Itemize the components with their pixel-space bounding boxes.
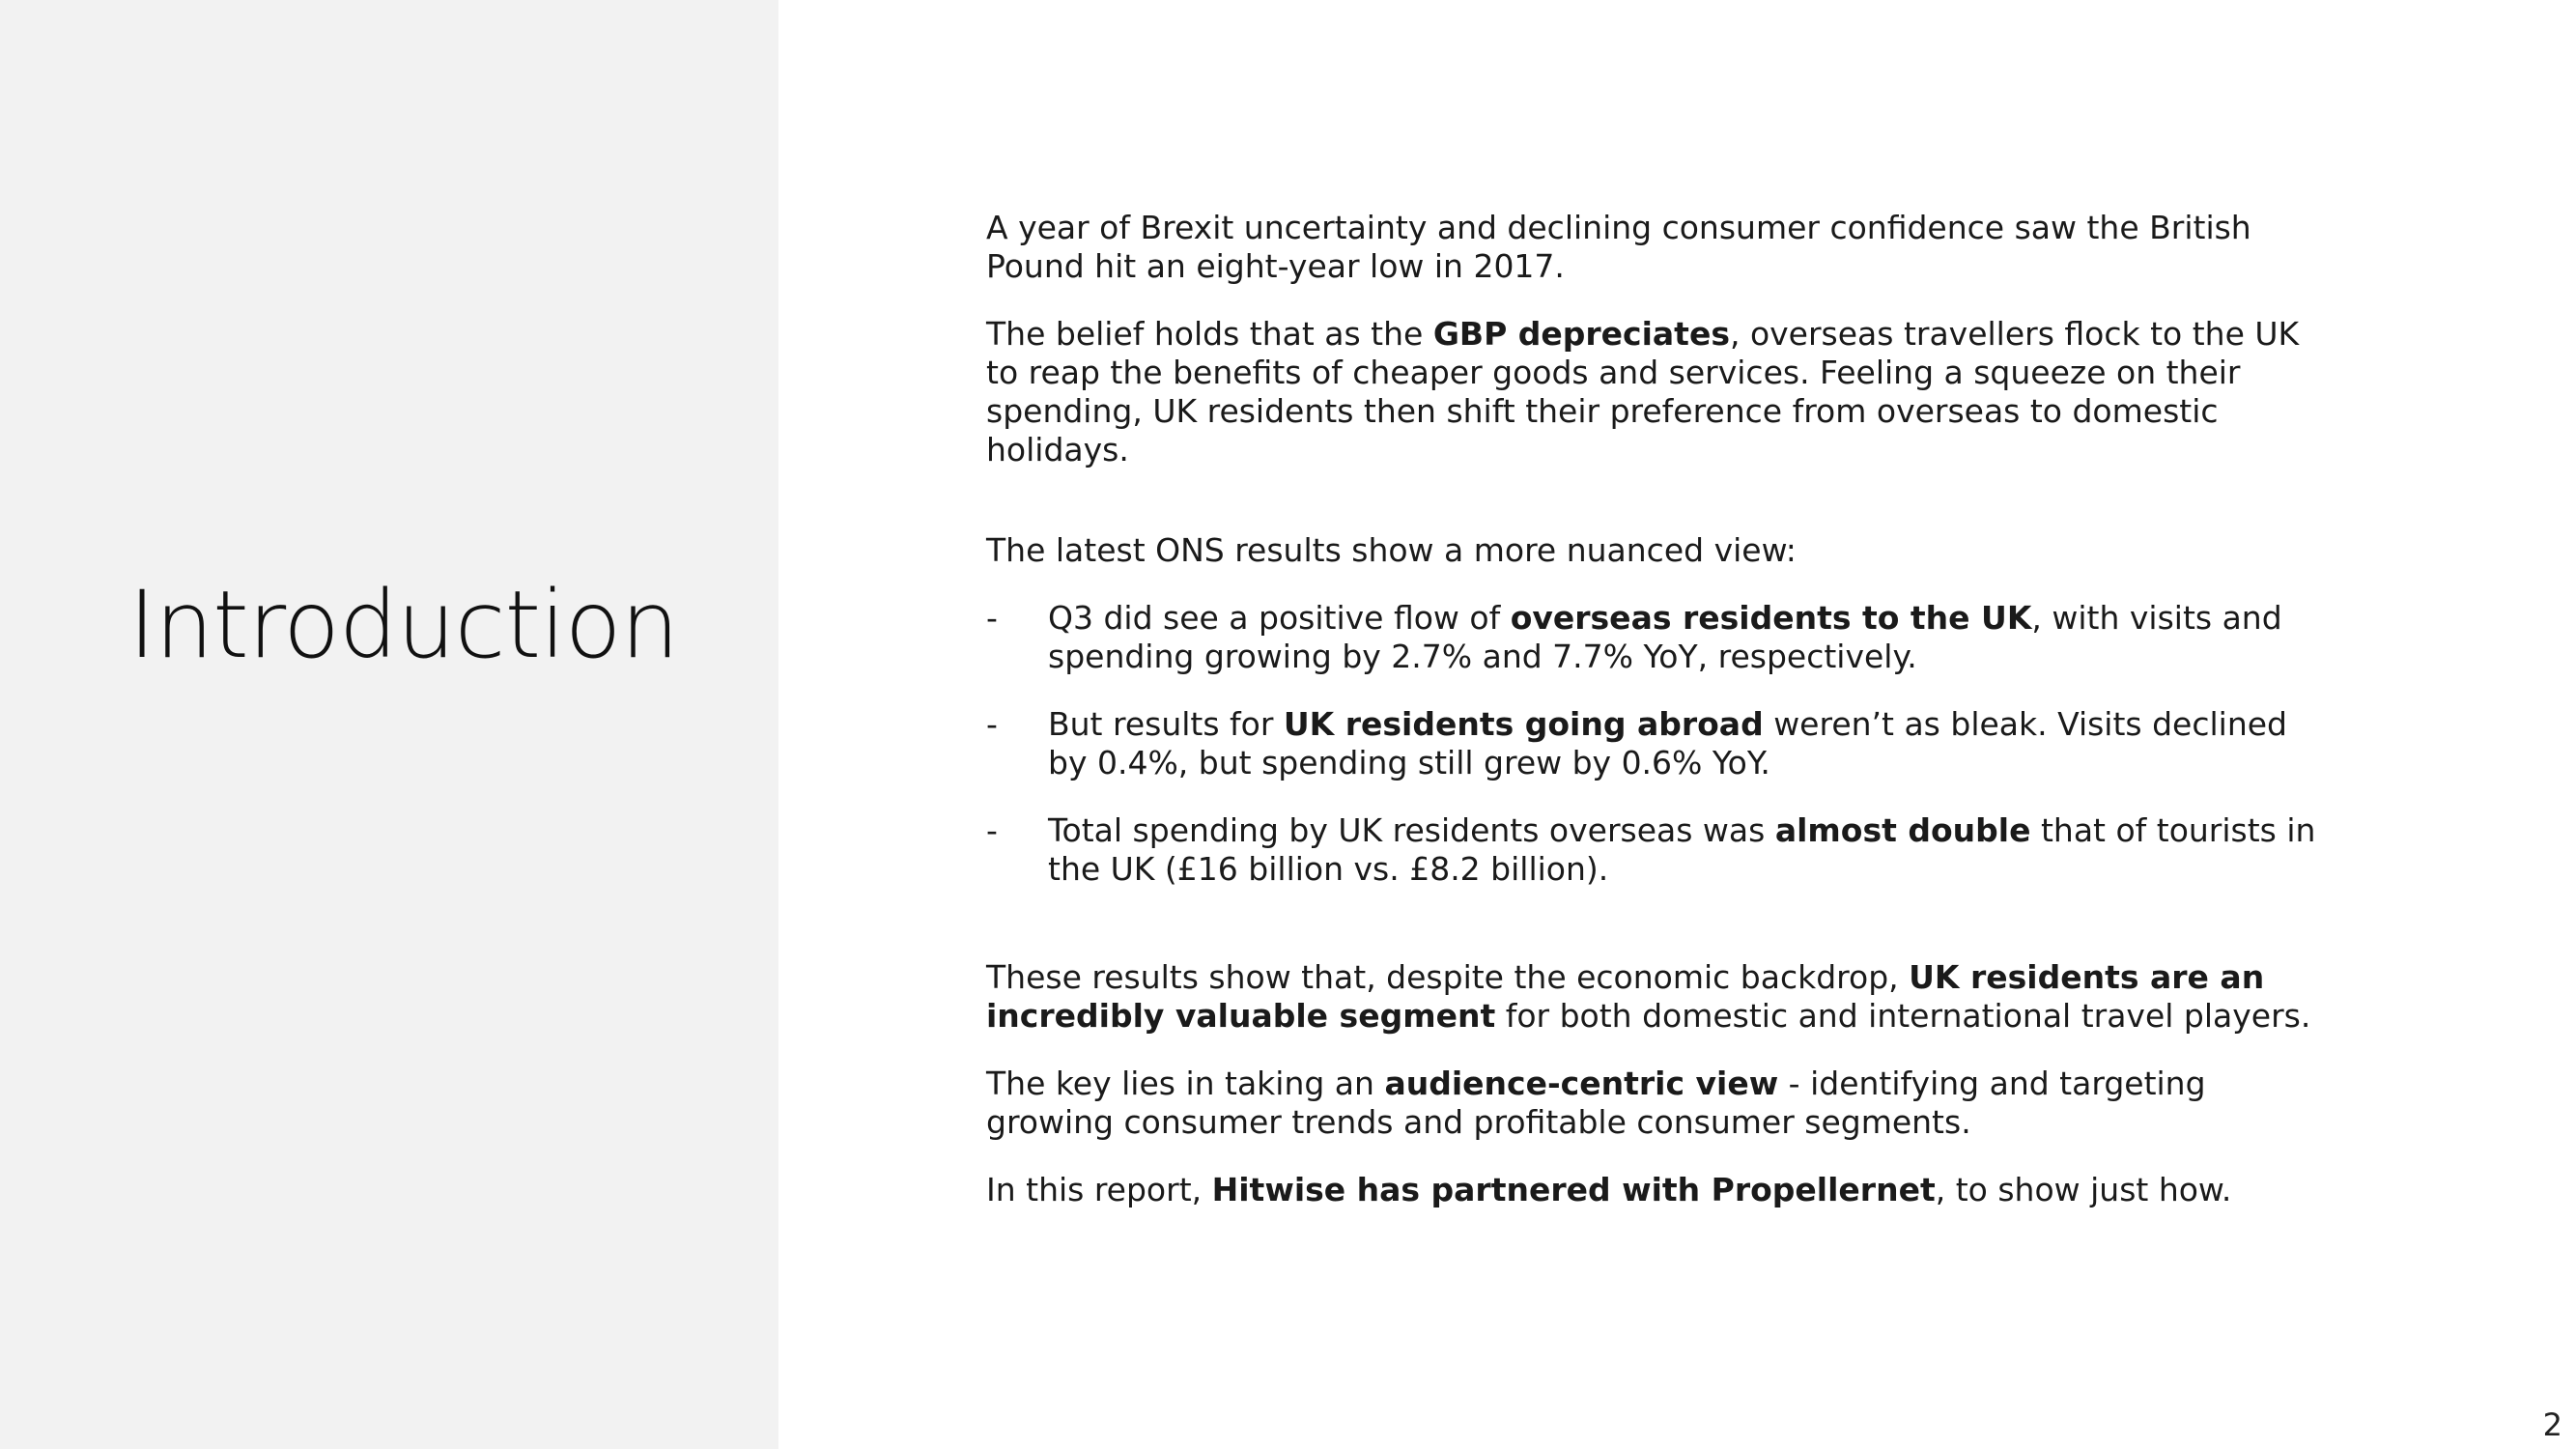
text-segment: that of tourists in the UK (£16 billion vs. £8.2 billion). bbox=[1048, 811, 2316, 888]
page-number: 2 bbox=[2542, 1406, 2562, 1443]
paragraph-key bbox=[986, 1065, 2329, 1142]
emphasis-text: Hitwise has partnered with Propellernet bbox=[1211, 1171, 1936, 1208]
emphasis-text: UK residents are an incredibly valuable segment bbox=[986, 958, 2265, 1035]
text-segment: weren’t as bleak. Visits declined by 0.4%, but spending still grew by 0.6% YoY. bbox=[1048, 705, 2287, 781]
text-segment: In this report, bbox=[986, 1171, 1212, 1208]
text-segment: , overseas travellers flock to the UK to reap the benefits of cheaper goods and services. Feeling a squeeze on their spending, UK residents then shift their preference from overseas to domestic holidays. bbox=[986, 315, 2300, 469]
bullet-dash: - bbox=[986, 599, 998, 637]
text-segment: , to show just how. bbox=[1935, 1171, 2232, 1208]
bullet-dash: - bbox=[986, 811, 998, 849]
sidebar-panel bbox=[0, 0, 778, 1449]
paragraph-belief bbox=[986, 315, 2329, 469]
list-item bbox=[986, 811, 2329, 889]
text-segment: These results show that, despite the economic backdrop, bbox=[986, 958, 1910, 996]
emphasis-text: overseas residents to the UK bbox=[1510, 599, 2032, 637]
content-body bbox=[986, 209, 2329, 1238]
paragraph-report bbox=[986, 1171, 2329, 1209]
emphasis-text: UK residents going abroad bbox=[1283, 705, 1764, 743]
text-segment: , with visits and spending growing by 2.7% and 7.7% YoY, respectively. bbox=[1048, 599, 2282, 675]
paragraph-ons: The latest ONS results show a more nuanced view: bbox=[986, 531, 1797, 569]
emphasis-text: almost double bbox=[1774, 811, 2031, 849]
paragraph-intro: A year of Brexit uncertainty and declining consumer confidence saw the British Pound hit an eight-year low in 2017. bbox=[986, 209, 2251, 285]
text-segment: The key lies in taking an bbox=[986, 1065, 1385, 1102]
bullet-dash: - bbox=[986, 705, 998, 743]
text-segment: Total spending by UK residents overseas was bbox=[1048, 811, 1775, 849]
text-segment: for both domestic and international travel players. bbox=[1495, 997, 2311, 1035]
emphasis-text: GBP depreciates bbox=[1432, 315, 1730, 353]
list-item bbox=[986, 599, 2329, 676]
text-segment: The belief holds that as the bbox=[986, 315, 1433, 353]
page-title: Introduction bbox=[128, 571, 679, 679]
findings-list bbox=[986, 599, 2329, 889]
emphasis-text: audience-centric view bbox=[1384, 1065, 1779, 1102]
text-segment: Q3 did see a positive flow of bbox=[1048, 599, 1511, 637]
text-segment: - identifying and targeting growing consumer trends and profitable consumer segments. bbox=[986, 1065, 2206, 1141]
paragraph-results bbox=[986, 958, 2329, 1036]
list-item bbox=[986, 705, 2329, 782]
text-segment: But results for bbox=[1048, 705, 1284, 743]
